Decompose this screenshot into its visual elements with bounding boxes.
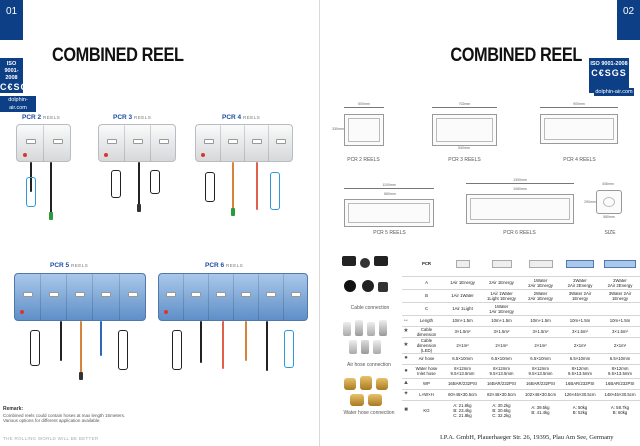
table-cell: 60×46×30.5cm — [443, 389, 482, 400]
table-cell: 102×46×30.5cm — [521, 389, 560, 400]
table-row — [402, 302, 640, 315]
row-icon — [402, 276, 410, 289]
left-website: dolphin-air.com — [0, 96, 36, 112]
row-icon: ● — [402, 353, 410, 364]
table-cell: 6.5×10mm — [600, 353, 640, 364]
right-website: dolphin-air.com — [595, 89, 633, 95]
column-product-thumb — [560, 252, 600, 276]
row-icon: ■ — [402, 400, 410, 420]
table-cell: 82×46×30.5cm — [482, 389, 521, 400]
row-label: Air hose — [410, 353, 443, 364]
left-page-title: COMBINED REEL — [52, 45, 184, 66]
drawing-caption: PCR 2 REELS — [347, 157, 380, 163]
row-label: L×W×H — [410, 389, 443, 400]
table-cell: 148×46×30.5cm — [600, 389, 640, 400]
table-row — [402, 315, 640, 326]
table-cell: 16BAR/232PSI — [521, 378, 560, 389]
table-cell: 16BAR/232PSI — [443, 378, 482, 389]
product-suffix: REELS — [225, 263, 244, 268]
table-cell: A: 58.7kg B: 60kg — [600, 400, 640, 420]
table-cell: 2×1m² — [521, 337, 560, 353]
table-cell — [560, 302, 600, 315]
table-cell: 10m+1.5m — [482, 315, 521, 326]
table-cell: 16BAR/232PSI — [482, 378, 521, 389]
drawing-caption: SIZE — [604, 230, 616, 236]
row-label: A — [410, 276, 443, 289]
product-suffix: REELS — [133, 115, 152, 120]
accessory-caption: Air hose connection — [347, 362, 391, 368]
product-label-pcr5 — [50, 262, 88, 269]
table-cell: 2Air 1Energy — [482, 276, 521, 289]
right-page-number: 02 — [617, 0, 640, 40]
table-cell: 1Air 1Water — [443, 289, 482, 302]
table-row — [402, 400, 640, 420]
remark-line: Combined reels could contain hoses at max length 15meters. — [3, 412, 126, 418]
table-cell: 2Water 2Air 2Energy — [560, 276, 600, 289]
dimension-label: 406mm — [602, 182, 614, 186]
page-gutter — [319, 0, 320, 446]
table-cell: 8×12mm 9.5×13.5mm — [600, 364, 640, 378]
table-row — [402, 389, 640, 400]
remark-title: Remark: — [3, 406, 24, 412]
product-name: PCR 6 — [205, 262, 225, 269]
company-address: I.P.A. GmbH, Plauerhaeger Str. 26, 19395, Plau Am See, Germany — [440, 434, 614, 441]
column-product-thumb — [521, 252, 560, 276]
product-label-pcr2 — [22, 114, 60, 121]
table-cell: A: 30.2kg B: 30.6kg C: 32.2kg — [482, 400, 521, 420]
table-cell: 3Water 2Air 1Energy — [560, 289, 600, 302]
ce-sgs-marks: C€SGS — [0, 82, 36, 92]
drawing-caption: PCR 6 REELS — [503, 230, 536, 236]
row-label: Water hose Inlet hose — [410, 364, 443, 378]
product-label-pcr4 — [222, 114, 260, 121]
dimension-label: 580mm — [603, 215, 615, 219]
table-cell: 8×12mm 9.5×13.5mm — [521, 364, 560, 378]
dimension-label: 330mm — [332, 127, 344, 131]
drawing-caption: PCR 5 REELS — [373, 230, 406, 236]
column-header: PCR — [421, 261, 432, 267]
table-cell: 8×12mm 9.5×13.5mm — [443, 364, 482, 378]
left-page-number: 01 — [0, 0, 23, 40]
column-product-thumb — [482, 252, 521, 276]
table-cell: 3Water 2Air 1Energy — [600, 289, 640, 302]
row-label: KG — [410, 400, 443, 420]
column-product-thumb — [443, 252, 482, 276]
table-cell — [521, 302, 560, 315]
table-cell: 3×1.5m² — [600, 326, 640, 337]
table-cell: A: 39.5kg B: 41.4kg — [521, 400, 560, 420]
dimension-label: 702mm — [458, 102, 471, 106]
table-cell: 3×1.5m² — [521, 326, 560, 337]
table-header-row — [402, 252, 640, 276]
dimension-label: 860mm — [384, 192, 396, 196]
product-label-pcr6 — [205, 262, 243, 269]
table-cell: 2×1m² — [482, 337, 521, 353]
product-label-pcr3 — [113, 114, 151, 121]
table-row — [402, 326, 640, 337]
table-cell: 1Air 1Light — [443, 302, 482, 315]
product-name: PCR 4 — [222, 114, 242, 121]
table-cell: 10m+1.5m — [443, 315, 482, 326]
table-cell: 126×46×30.5cm — [560, 389, 600, 400]
row-icon: ★ — [402, 326, 410, 337]
product-name: PCR 3 — [113, 114, 133, 121]
product-suffix: REELS — [70, 263, 89, 268]
table-cell — [600, 302, 640, 315]
spec-table — [402, 252, 640, 420]
row-label: Cable dimension (LED) — [410, 337, 443, 353]
left-brand-box — [0, 58, 36, 93]
row-icon — [402, 302, 410, 315]
table-cell: 6.5×10mm — [482, 353, 521, 364]
table-cell: 2Water 2Air 2Energy — [600, 276, 640, 289]
table-row — [402, 353, 640, 364]
table-cell: 3×1.5m² — [482, 326, 521, 337]
table-cell: 16BAR/232PSI — [600, 378, 640, 389]
row-icon — [402, 289, 410, 302]
row-icon: ✦ — [402, 389, 410, 400]
product-suffix: REELS — [242, 115, 261, 120]
table-cell: 2×1m² — [600, 337, 640, 353]
table-row — [402, 289, 640, 302]
product-name: PCR 5 — [50, 262, 70, 269]
table-cell: 2Water 2Air 1Energy — [521, 289, 560, 302]
table-cell: 1Water 2Air 1Energy — [521, 276, 560, 289]
drawing-caption: PCR 3 REELS — [448, 157, 481, 163]
dimension-label: 1060mm — [513, 187, 527, 191]
dimension-label: 900mm — [573, 102, 585, 106]
row-icon: ● — [402, 364, 410, 378]
table-cell: A: 50kg B: 52kg — [560, 400, 600, 420]
column-product-thumb — [600, 252, 640, 276]
table-cell: 1Air 1Energy — [443, 276, 482, 289]
dimension-label: 540mm — [458, 146, 470, 150]
table-cell: 8×12mm 9.5×13.5mm — [560, 364, 600, 378]
product-name: PCR 2 — [22, 114, 42, 121]
slogan: THE ROLLING WORLD WILL BE BETTER — [3, 436, 99, 441]
remark-block — [3, 406, 163, 424]
dimension-label: 1300mm — [513, 178, 527, 182]
row-label: Length — [410, 315, 443, 326]
table-cell: 10m+1.5m — [560, 315, 600, 326]
table-cell: 1Air 1Water 1Light 1Energy — [482, 289, 521, 302]
table-row — [402, 337, 640, 353]
table-cell: 3×1.5m² — [560, 326, 600, 337]
row-label: B — [410, 289, 443, 302]
table-cell: 6.5×10mm — [560, 353, 600, 364]
drawing-caption: PCR 4 REELS — [563, 157, 596, 163]
remark-line: Various options for different application available. — [3, 418, 101, 423]
iso-certification: ISO 9001-2008 — [4, 61, 19, 81]
table-cell: 8×12mm 9.5×13.5mm — [482, 364, 521, 378]
accessory-caption: Water hose connection — [343, 410, 395, 416]
dimension-label: 290mm — [584, 200, 596, 204]
row-label: C — [410, 302, 443, 315]
table-cell: 2×1m² — [560, 337, 600, 353]
table-cell: 6.5×10mm — [521, 353, 560, 364]
table-cell: 16BAR/232PSI — [560, 378, 600, 389]
product-suffix: REELS — [42, 115, 61, 120]
row-label: Cable dimension — [410, 326, 443, 337]
right-page-title: COMBINED REEL — [450, 45, 582, 66]
row-icon: ↔ — [402, 315, 410, 326]
row-label: WP — [410, 378, 443, 389]
row-icon: ▲ — [402, 378, 410, 389]
accessory-caption: Cable connection — [350, 305, 390, 311]
table-cell: 2×1m² — [443, 337, 482, 353]
dimension-label: 1100mm — [382, 183, 396, 187]
table-cell: 6.5×10mm — [443, 353, 482, 364]
ce-sgs-marks: C€SGS — [591, 68, 627, 78]
table-cell: A: 21.8kg B: 23.4kg C: 21.8kg — [443, 400, 482, 420]
iso-certification: ISO 9001-2008 — [590, 61, 628, 67]
row-icon: ★ — [402, 337, 410, 353]
table-row — [402, 378, 640, 389]
table-cell: 3×1.5m² — [443, 326, 482, 337]
table-cell: 10m+1.5m — [521, 315, 560, 326]
table-cell: 1Water 1Air 1Energy — [482, 302, 521, 315]
table-row — [402, 364, 640, 378]
dimension-label: 500mm — [358, 102, 370, 106]
table-cell: 10m+1.5m — [600, 315, 640, 326]
table-row — [402, 276, 640, 289]
